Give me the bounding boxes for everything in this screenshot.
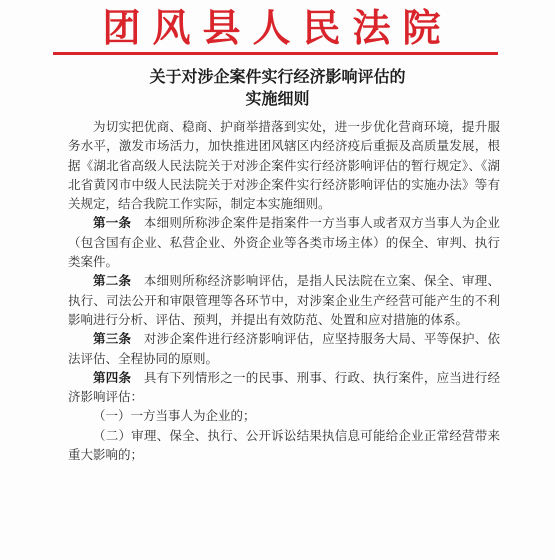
article-2 xyxy=(68,271,500,329)
article-3-label: 第三条 xyxy=(93,331,132,347)
article-4 xyxy=(68,368,500,407)
article-2-text: 本细则所称经济影响评估，是指人民法院在立案、保全、审理、执行、司法公开和审限管理等各环节中，对涉案企业生产经营可能产生的不利影响进行分析、评估、预判，并提出有效防范、处置和应对措施的体系。 xyxy=(68,273,500,327)
article-4-label: 第四条 xyxy=(93,369,132,385)
article-4-text: 具有下列情形之一的民事、刑事、行政、执行案件，应当进行经济影响评估： xyxy=(68,369,500,405)
article-4-item-2: （二）审理、保全、执行、公开诉讼结果执信息可能给企业正常经营带来重大影响的； xyxy=(68,427,500,463)
article-1-label: 第一条 xyxy=(93,215,132,231)
article-1-text: 本细则所称涉企案件是指案件一方当事人或者双方当事人为企业（包含国有企业、私营企业、外资企业等各类市场主体）的保全、审判、执行类案件。 xyxy=(68,215,500,270)
court-masthead: 团风县人民法院 xyxy=(102,5,453,50)
preamble-paragraph: 为切实把优商、稳商、护商举措落到实处，进一步优化营商环境，提升服务水平，激发市场活力，加快推进团风辖区内经济疫后重振及高质量发展，根据《湖北省高级人民法院关于对涉企案件实行经济影响评估的暂行规定》、《湖北省黄冈市中级人民法院关于对涉企案件实行经济影响评估的实施办法》等有关规定，结合我院工作实际，制定本实施细则。 xyxy=(68,119,500,212)
article-1 xyxy=(68,213,500,271)
document-title-line-2: 实施细则 xyxy=(245,89,310,108)
masthead-red-rule xyxy=(53,52,498,55)
document-title-line-1: 关于对涉企案件实行经济影响评估的 xyxy=(149,67,406,86)
article-4-item-1: （一）一方当事人为企业的； xyxy=(93,408,256,424)
article-3 xyxy=(68,329,500,368)
document-body xyxy=(68,117,500,464)
article-3-text: 对涉企案件进行经济影响评估，应坚持服务大局、平等保护、依法评估、全程协同的原则。 xyxy=(68,331,500,366)
article-2-label: 第二条 xyxy=(93,273,132,289)
